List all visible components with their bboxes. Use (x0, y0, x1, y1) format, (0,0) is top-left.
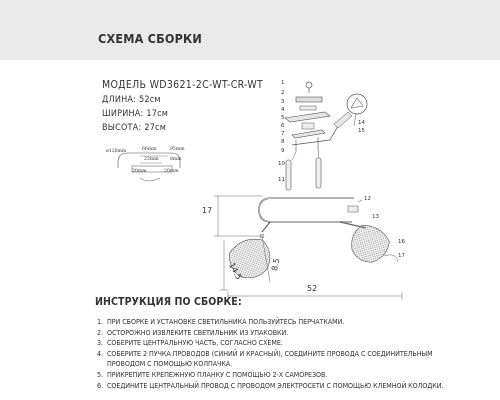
part-number: 9 (281, 148, 285, 154)
part-number: 17 (398, 253, 405, 259)
plate-dim-66: 66mm (142, 147, 157, 152)
part-number: 3 (281, 99, 285, 105)
plate-dim-95: 95mm (170, 147, 185, 152)
instruction-step: 5. ПРИКРЕПИТЕ КРЕПЕЖНУЮ ПЛАНКУ С ПОМОЩЬЮ 2-Х САМОРЕЗОВ. (97, 369, 328, 379)
plate-dim-diameter: ø120mm (106, 149, 127, 154)
plate-dim-20b: 20mm (164, 169, 179, 174)
right-shade (345, 220, 394, 269)
spec-length-value: 52см (139, 95, 161, 105)
model-label: МОДЕЛЬ WD3621-2C-WT-CR-WT (102, 79, 264, 91)
spec-width-value: 17см (146, 109, 169, 119)
left-shade (225, 234, 277, 284)
instruction-step-continuation: ПРОВОДОМ С ПОМОЩЬЮ КОЛПАЧКА. (107, 359, 233, 369)
part-number: 5 (281, 115, 285, 121)
instructions-title: ИНСТРУКЦИЯ ПО СБОРКЕ: (95, 296, 242, 308)
mount-plate-drawing (106, 146, 185, 181)
instruction-step: 2. ОСТОРОЖНО ИЗВЛЕКИТЕ СВЕТИЛЬНИК ИЗ УПАКОВКИ. (97, 327, 289, 337)
plate-dim-23: 23mm (144, 157, 159, 162)
part-number: 13 (372, 214, 379, 220)
part-number: 10 (278, 161, 285, 167)
part-number: 16 (398, 239, 405, 245)
part-number: 14 (358, 120, 365, 126)
part-number: 12 (364, 196, 371, 202)
plate-dim-8: 8mm (170, 157, 182, 162)
part-number: 8 (281, 139, 285, 145)
dim-shade-height: 14.5 (227, 261, 244, 282)
lamp-drawing (225, 198, 398, 284)
instruction-step: 4. СОБЕРИТЕ 2 ПУЧКА ПРОВОДОВ (СИНИЙ И КРАСНЫЙ), СОЕДИНИТЕ ПРОВОДА С СОЕДИНИТЕЛЬНЫМ ПРОВОДОМ С ПОМОЩЬЮ КОЛПАЧКА. (97, 349, 497, 370)
part-number: 11 (278, 177, 285, 183)
instruction-step: 1. ПРИ СБОРКЕ И УСТАНОВКЕ СВЕТИЛЬНИКА ПОЛЬЗУЙТЕСЬ ПЕРЧАТКАМИ. (97, 317, 345, 326)
instruction-step: 3. СОБЕРИТЕ ЦЕНТРАЛЬНУЮ ЧАСТЬ, СОГЛАСНО СХЕМЕ. (97, 338, 283, 348)
instruction-steps (97, 317, 497, 391)
dim-length: 52 (307, 284, 318, 293)
exploded-hardware (285, 82, 367, 190)
instruction-step: 6. СОЕДИНИТЕ ЦЕНТРАЛЬНЫЙ ПРОВОД С ПРОВОДОМ ЭЛЕКТРОСЕТИ С ПОМОЩЬЮ КЛЕМНОЙ КОЛОДКИ. (97, 380, 444, 390)
part-number: 7 (281, 131, 285, 137)
spec-height-label: ВЫСОТА: (102, 123, 142, 133)
part-number: 2 (281, 90, 285, 96)
part-labels (278, 80, 405, 259)
part-number: 6 (281, 123, 285, 129)
page-title: СХЕМА СБОРКИ (98, 31, 203, 46)
part-number: 15 (358, 128, 365, 134)
spec-width-label: ШИРИНА: (102, 109, 144, 119)
part-number: 1 (281, 80, 285, 86)
part-number: 4 (281, 107, 285, 113)
dim-height: 17 (202, 206, 213, 215)
dim-shade-width: 8.5 (270, 257, 282, 272)
spec-height-value: 27см (144, 123, 167, 133)
plate-dim-20a: 20mm (132, 169, 147, 174)
spec-length-label: ДЛИНА: (102, 95, 137, 105)
